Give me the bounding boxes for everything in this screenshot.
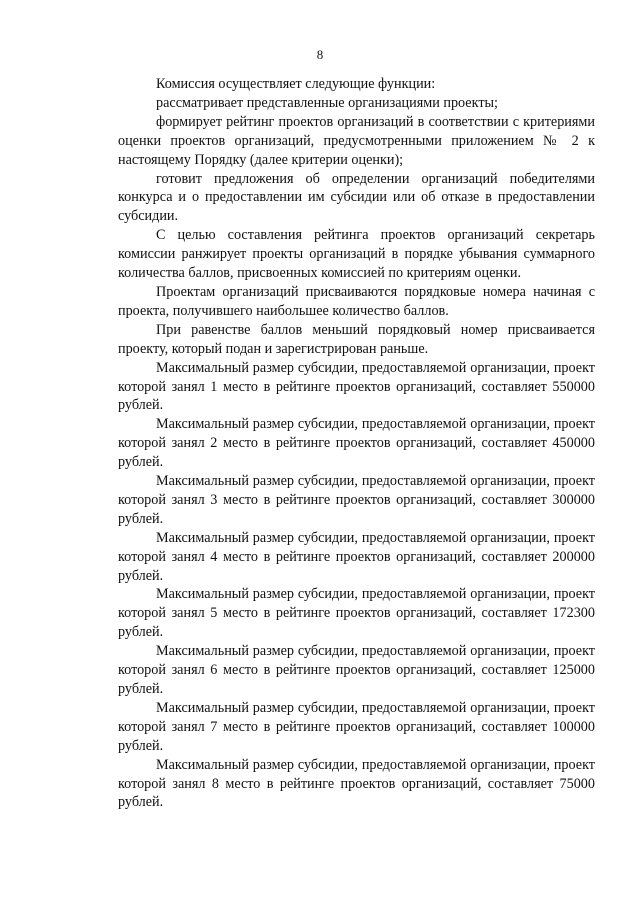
document-body	[118, 75, 595, 812]
paragraph-subsidy-place-6: Максимальный размер субсидии, предоставляемой организации, проект которой занял 6 место в рейтинге проектов организаций, составляет 125000 рублей.	[118, 643, 595, 697]
paragraph-commission-functions-intro: Комиссия осуществляет следующие функции:	[156, 76, 436, 92]
paragraph-subsidy-place-7: Максимальный размер субсидии, предоставляемой организации, проект которой занял 7 место в рейтинге проектов организаций, составляет 100000 рублей.	[118, 699, 595, 754]
paragraph-numbering: Проектам организаций присваиваются порядковые номера начиная с проекта, получившего наибольшее количество баллов.	[118, 283, 595, 319]
paragraph-function-rating: формирует рейтинг проектов организаций в соответствии с критериями оценки проектов организаций, предусмотренными приложением № 2 к настоящему Порядку (далее критерии оценки);	[118, 113, 595, 168]
paragraph-function-proposals: готовит предложения об определении организаций победителями конкурса и о предоставлении им субсидии или об отказе в предоставлении субсидии.	[118, 170, 595, 225]
paragraph-function-review: рассматривает представленные организациями проекты;	[156, 94, 498, 111]
paragraph-subsidy-place-1: Максимальный размер субсидии, предоставляемой организации, проект которой занял 1 место в рейтинге проектов организаций, составляет 550000 рублей.	[118, 359, 595, 414]
paragraph-subsidy-place-4: Максимальный размер субсидии, предоставляемой организации, проект которой занял 4 место в рейтинге проектов организаций, составляет 200000 рублей.	[118, 529, 595, 584]
paragraph-subsidy-place-5: Максимальный размер субсидии, предоставляемой организации, проект которой занял 5 место в рейтинге проектов организаций, составляет 172300 рублей.	[118, 586, 595, 641]
page-number: 8	[316, 47, 324, 62]
paragraph-subsidy-place-3: Максимальный размер субсидии, предоставляемой организации, проект которой занял 3 место в рейтинге проектов организаций, составляет 300000 рублей.	[118, 473, 595, 527]
paragraph-subsidy-place-8: Максимальный размер субсидии, предоставляемой организации, проект которой занял 8 место в рейтинге проектов организаций, составляет 75000 рублей.	[118, 756, 595, 811]
paragraph-tie-rule: При равенстве баллов меньший порядковый номер присваивается проекту, который подан и зарегистрирован раньше.	[118, 321, 595, 357]
paragraph-subsidy-place-2: Максимальный размер субсидии, предоставляемой организации, проект которой занял 2 место в рейтинге проектов организаций, составляет 450000 рублей.	[118, 416, 595, 471]
paragraph-ranking-procedure: С целью составления рейтинга проектов организаций секретарь комиссии ранжирует проекты организаций в порядке убывания суммарного количества баллов, присвоенных комиссией по критериям оценки.	[118, 227, 595, 282]
